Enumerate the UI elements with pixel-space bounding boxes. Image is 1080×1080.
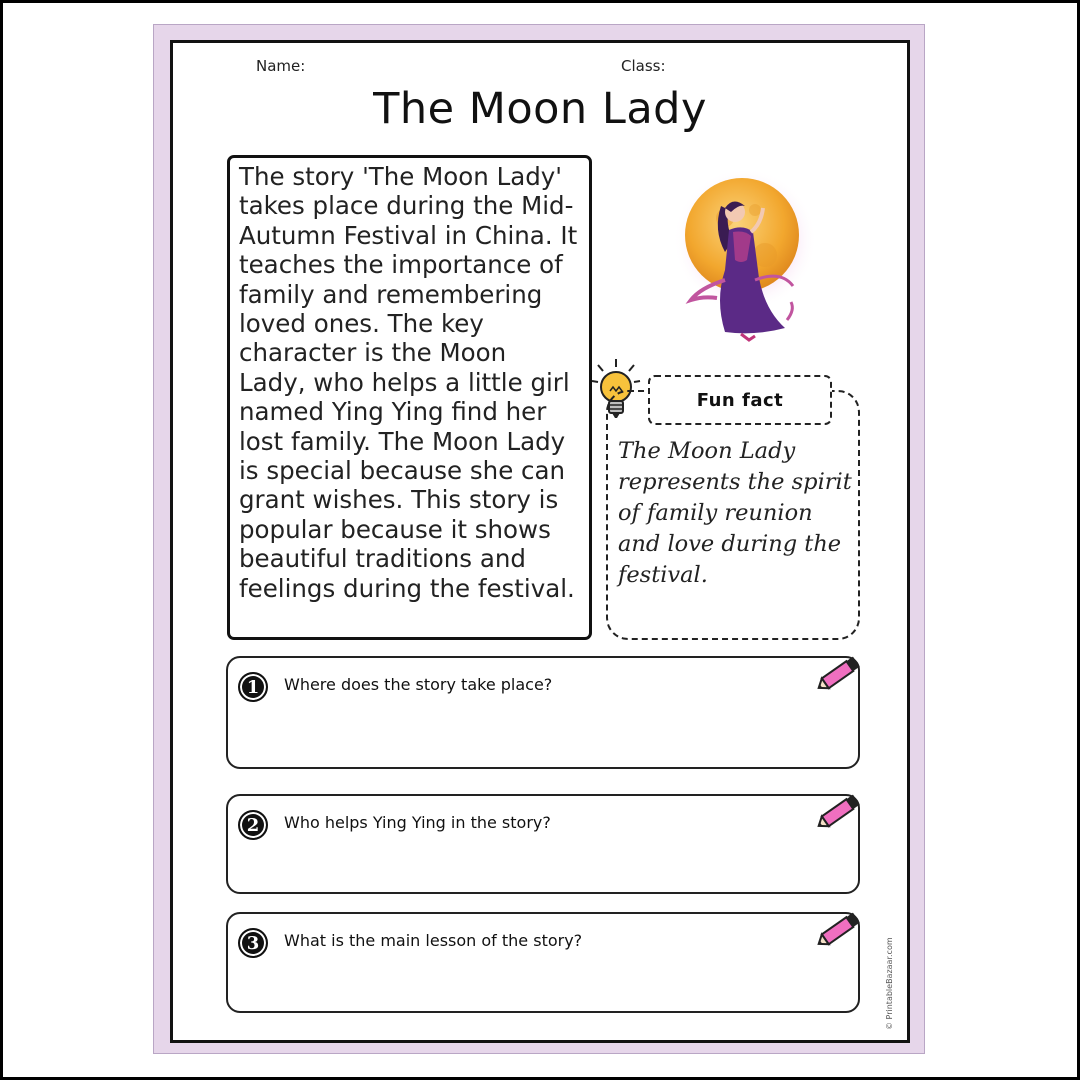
copyright-text: © PrintableBazaar.com — [885, 937, 894, 1030]
question-number-1: 1 — [238, 672, 268, 702]
fun-fact-text: The Moon Lady represents the spirit of family reunion and love during the festival. — [618, 438, 852, 588]
class-label: Class: — [621, 57, 666, 75]
pencil-icon — [814, 906, 866, 952]
question-number-3: 3 — [238, 928, 268, 958]
name-label: Name: — [256, 57, 306, 75]
story-box — [227, 155, 592, 640]
fun-fact-heading: Fun fact — [648, 375, 832, 425]
question-text-3: What is the main lesson of the story? — [284, 931, 583, 950]
pencil-icon — [814, 788, 866, 834]
question-box-2[interactable] — [226, 794, 860, 894]
question-number-2: 2 — [238, 810, 268, 840]
moon-lady-illustration — [655, 160, 830, 350]
question-text-2: Who helps Ying Ying in the story? — [284, 813, 551, 832]
question-box-3[interactable] — [226, 912, 860, 1013]
question-box-1[interactable] — [226, 656, 860, 769]
question-text-1: Where does the story take place? — [284, 675, 553, 694]
page-title: The Moon Lady — [373, 84, 707, 134]
pencil-icon — [814, 650, 866, 696]
story-text: The story 'The Moon Lady' takes place during the Mid-Autumn Festival in China. It teaches the importance of family and remembering loved ones. The key character is the Moon Lady, who helps a little girl named Ying Ying find her lost family. The Moon Lady is special because she can grant wishes. This story is popular because it shows beautiful traditions and feelings during the festival. — [239, 162, 578, 603]
